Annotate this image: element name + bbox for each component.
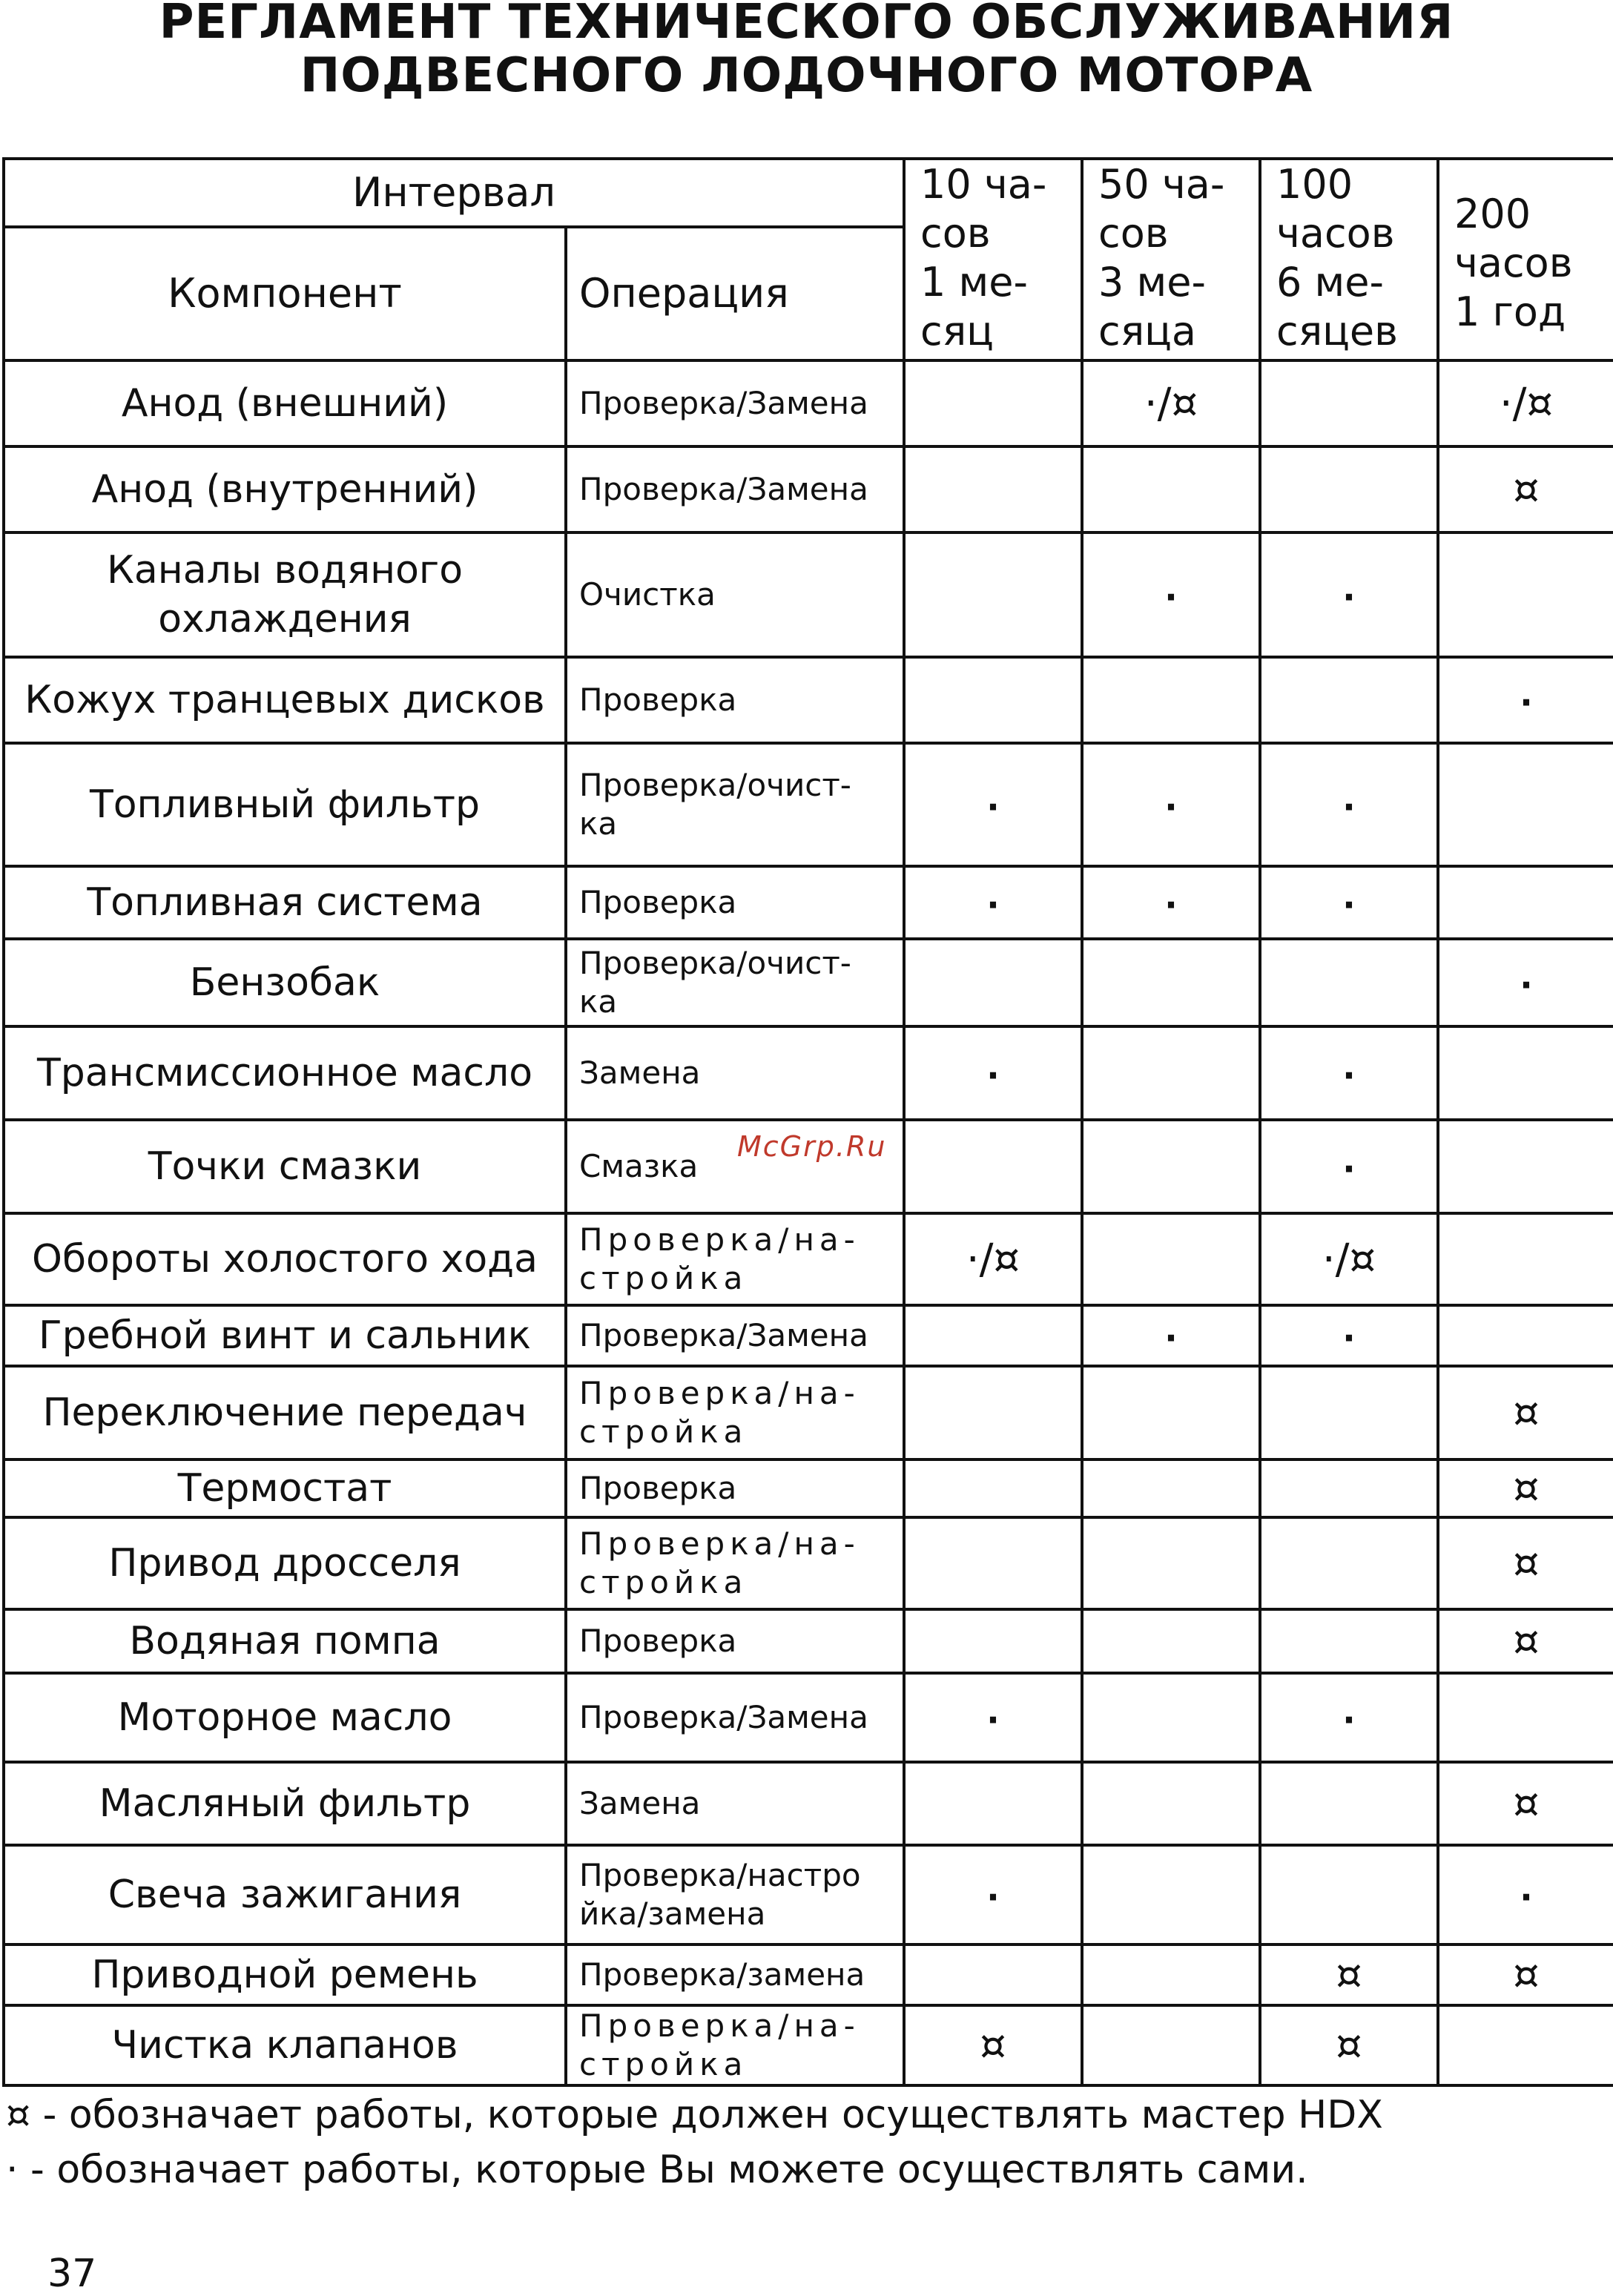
table-row	[4, 1213, 1613, 1305]
interval-mark-cell	[1082, 657, 1260, 743]
operation-text: Смазка	[579, 1148, 699, 1184]
component-text: Приводной ремень	[91, 1953, 478, 1997]
interval-mark-cell	[1438, 1120, 1613, 1213]
table-row	[4, 1459, 1613, 1517]
period-header-line: 1 ме-	[920, 259, 1028, 306]
operation-cell	[566, 446, 904, 532]
interval-mark-cell	[1260, 2005, 1438, 2085]
operation-text: стройка	[579, 1260, 748, 1296]
component-text: Гребной винт и сальник	[38, 1313, 532, 1358]
period-header-line: сяцев	[1276, 308, 1398, 354]
component-cell	[4, 657, 566, 743]
period-header-line: 200	[1454, 191, 1531, 237]
master-service-mark: ¤	[1513, 1779, 1540, 1828]
table-row	[4, 1609, 1613, 1673]
component-cell	[4, 939, 566, 1026]
component-cell	[4, 446, 566, 532]
period-header-line: 1 год	[1454, 288, 1566, 335]
operation-cell	[566, 1459, 904, 1517]
interval-mark-cell	[1260, 1213, 1438, 1305]
operation-cell	[566, 657, 904, 743]
self-service-mark: ·	[1520, 1876, 1533, 1917]
component-cell	[4, 1762, 566, 1845]
document-title-line-1: РЕГЛАМЕНТ ТЕХНИЧЕСКОГО ОБСЛУЖИВАНИЯ	[159, 0, 1454, 50]
interval-mark-cell	[1082, 1305, 1260, 1366]
component-cell	[4, 1026, 566, 1120]
self-service-mark: ·	[1342, 1317, 1356, 1358]
interval-mark-cell	[1260, 866, 1438, 939]
table-row	[4, 1305, 1613, 1366]
interval-header: Интервал	[4, 159, 904, 227]
interval-mark-cell	[1260, 657, 1438, 743]
interval-mark-cell	[1082, 1120, 1260, 1213]
table-row	[4, 532, 1613, 657]
component-text: Привод дросселя	[108, 1541, 461, 1586]
interval-mark-cell	[1438, 657, 1613, 743]
component-text: Анод (внешний)	[121, 381, 449, 426]
self-service-mark: ·	[1164, 786, 1178, 827]
component-cell	[4, 360, 566, 446]
interval-mark-cell	[1438, 1673, 1613, 1762]
period-header-line: 100	[1276, 161, 1353, 208]
interval-mark-cell	[1438, 2005, 1613, 2085]
interval-mark-cell	[1438, 866, 1613, 939]
combined-service-mark: ·/¤	[1499, 379, 1554, 428]
watermark: McGrp.Ru	[737, 1130, 887, 1163]
operation-cell	[566, 1026, 904, 1120]
combined-service-mark: ·/¤	[1144, 379, 1198, 428]
interval-mark-cell	[904, 939, 1082, 1026]
interval-mark-cell	[1082, 1673, 1260, 1762]
table-row	[4, 2005, 1613, 2085]
interval-mark-cell	[1260, 1609, 1438, 1673]
operation-cell	[566, 1305, 904, 1366]
component-text: Трансмиссионное масло	[36, 1051, 533, 1095]
table-row	[4, 446, 1613, 532]
interval-mark-cell	[1438, 939, 1613, 1026]
interval-mark-cell	[904, 360, 1082, 446]
component-text: Каналы водяного	[106, 548, 464, 593]
period-header-line: 50 ча-	[1098, 161, 1225, 208]
table-row	[4, 1366, 1613, 1459]
interval-mark-cell	[904, 866, 1082, 939]
component-cell	[4, 1366, 566, 1459]
interval-mark-cell	[1260, 446, 1438, 532]
interval-mark-cell	[1082, 2005, 1260, 2085]
master-service-mark: ¤	[1336, 2021, 1362, 2070]
self-service-mark: ·	[986, 1876, 1000, 1917]
master-service-mark: ¤	[1513, 465, 1540, 514]
component-text: Водяная помпа	[129, 1619, 441, 1663]
interval-mark-cell	[1082, 1517, 1260, 1609]
interval-mark-cell	[1082, 939, 1260, 1026]
component-text: Термостат	[177, 1466, 392, 1511]
period-header-line: 10 ча-	[920, 161, 1047, 208]
combined-service-mark: ·/¤	[1322, 1235, 1376, 1284]
self-service-mark: ·	[986, 1055, 1000, 1095]
interval-mark-cell	[1260, 1845, 1438, 1944]
self-service-mark: ·	[1520, 682, 1533, 722]
component-text: Анод (внутренний)	[91, 467, 478, 512]
operation-cell	[566, 1609, 904, 1673]
component-cell	[4, 1120, 566, 1213]
master-service-mark: ¤	[980, 2021, 1006, 2070]
table-row	[4, 1762, 1613, 1845]
master-service-mark: ¤	[1513, 1539, 1540, 1588]
master-service-mark: ¤	[1513, 1464, 1540, 1513]
self-service-mark: ·	[986, 884, 1000, 925]
component-text: Переключение передач	[42, 1391, 527, 1435]
operation-text: Проверка/очист-	[579, 945, 851, 981]
operation-text: Проверка/на-	[579, 1221, 860, 1258]
operation-cell	[566, 1944, 904, 2005]
interval-mark-cell	[1438, 1366, 1613, 1459]
component-cell	[4, 1517, 566, 1609]
component-header: Компонент	[4, 227, 566, 360]
legend-self: · - обозначает работы, которые Вы можете осуществлять сами.	[6, 2148, 1308, 2192]
period-header-line: 6 ме-	[1276, 259, 1384, 306]
interval-mark-cell	[904, 1213, 1082, 1305]
self-service-mark: ·	[986, 1699, 1000, 1740]
interval-mark-cell	[1438, 1213, 1613, 1305]
master-service-mark: ¤	[1513, 1617, 1540, 1666]
interval-mark-cell	[1082, 1762, 1260, 1845]
period-header-200h	[1438, 159, 1613, 360]
table-row	[4, 657, 1613, 743]
component-text: Чистка клапанов	[111, 2023, 458, 2068]
interval-mark-cell	[1438, 1517, 1613, 1609]
interval-mark-cell	[904, 1609, 1082, 1673]
component-cell	[4, 1459, 566, 1517]
component-cell	[4, 1673, 566, 1762]
operation-cell	[566, 1213, 904, 1305]
maintenance-schedule-table	[2, 157, 1613, 2087]
page-number: 37	[47, 2252, 97, 2296]
interval-mark-cell	[904, 743, 1082, 866]
component-cell	[4, 743, 566, 866]
operation-text: Проверка/очист-	[579, 767, 851, 803]
interval-mark-cell	[1082, 1609, 1260, 1673]
self-service-mark: ·	[1342, 576, 1356, 617]
operation-text: Проверка/Замена	[579, 1317, 868, 1353]
operation-text: Проверка/Замена	[579, 1699, 868, 1735]
self-service-mark: ·	[1342, 1148, 1356, 1189]
period-header-10h	[904, 159, 1082, 360]
operation-text: Замена	[579, 1785, 701, 1821]
self-service-mark: ·	[1520, 964, 1533, 1005]
operation-cell	[566, 360, 904, 446]
component-cell	[4, 1845, 566, 1944]
interval-mark-cell	[904, 1673, 1082, 1762]
table-row	[4, 1517, 1613, 1609]
operation-cell	[566, 1762, 904, 1845]
operation-text: Проверка/на-	[579, 2008, 860, 2044]
component-cell	[4, 2005, 566, 2085]
combined-service-mark: ·/¤	[966, 1235, 1020, 1284]
interval-mark-cell	[1260, 532, 1438, 657]
interval-mark-cell	[1082, 1944, 1260, 2005]
interval-mark-cell	[1260, 939, 1438, 1026]
period-header-line: часов	[1276, 210, 1395, 257]
interval-mark-cell	[1082, 446, 1260, 532]
interval-mark-cell	[1438, 1305, 1613, 1366]
operation-text: Проверка/Замена	[579, 385, 868, 421]
operation-cell	[566, 866, 904, 939]
interval-mark-cell	[1082, 743, 1260, 866]
interval-mark-cell	[904, 1517, 1082, 1609]
operation-text: стройка	[579, 1564, 748, 1600]
interval-mark-cell	[904, 1944, 1082, 2005]
interval-mark-cell	[904, 657, 1082, 743]
interval-mark-cell	[1438, 1944, 1613, 2005]
self-service-mark: ·	[1164, 576, 1178, 617]
operation-text: Проверка	[579, 1623, 737, 1659]
legend-master: ¤ - обозначает работы, которые должен осуществлять мастер HDX	[6, 2093, 1383, 2137]
interval-mark-cell	[1082, 1213, 1260, 1305]
interval-mark-cell	[904, 1120, 1082, 1213]
table-row	[4, 939, 1613, 1026]
table-row	[4, 360, 1613, 446]
interval-mark-cell	[1260, 1026, 1438, 1120]
interval-mark-cell	[904, 1305, 1082, 1366]
operation-text: Проверка/на-	[579, 1375, 860, 1411]
interval-mark-cell	[1260, 1944, 1438, 2005]
period-header-line: сов	[920, 210, 991, 257]
operation-text: ка	[579, 983, 618, 1020]
operation-text: Проверка/замена	[579, 1956, 865, 1993]
operation-cell	[566, 1517, 904, 1609]
component-text: Точки смазки	[148, 1144, 422, 1189]
interval-mark-cell	[1438, 1845, 1613, 1944]
component-text: Обороты холостого хода	[32, 1237, 538, 1281]
interval-mark-cell	[1260, 1305, 1438, 1366]
period-header-line: 3 ме-	[1098, 259, 1206, 306]
self-service-mark: ·	[1342, 1055, 1356, 1095]
component-text: Топливная система	[87, 880, 483, 925]
interval-mark-cell	[904, 2005, 1082, 2085]
operation-header: Операция	[566, 227, 904, 360]
self-service-mark: ·	[986, 786, 1000, 827]
header-row-interval	[4, 159, 1613, 227]
interval-mark-cell	[1082, 1459, 1260, 1517]
component-cell	[4, 866, 566, 939]
operation-text: Замена	[579, 1055, 701, 1091]
interval-mark-cell	[904, 1459, 1082, 1517]
interval-mark-cell	[1438, 1026, 1613, 1120]
operation-cell	[566, 532, 904, 657]
interval-mark-cell	[904, 1762, 1082, 1845]
interval-mark-cell	[1082, 360, 1260, 446]
component-text: Топливный фильтр	[89, 782, 481, 827]
period-header-line: сяц	[920, 308, 994, 354]
interval-mark-cell	[904, 446, 1082, 532]
period-header-line: часов	[1454, 240, 1573, 286]
self-service-mark: ·	[1164, 1317, 1178, 1358]
interval-mark-cell	[1438, 1762, 1613, 1845]
interval-mark-cell	[904, 532, 1082, 657]
component-cell	[4, 532, 566, 657]
interval-mark-cell	[1438, 1459, 1613, 1517]
component-text: Масляный фильтр	[99, 1781, 471, 1826]
interval-mark-cell	[904, 1366, 1082, 1459]
table-row	[4, 743, 1613, 866]
master-service-mark: ¤	[1513, 1950, 1540, 1999]
interval-mark-cell	[1082, 1366, 1260, 1459]
table-row	[4, 1944, 1613, 2005]
self-service-mark: ·	[1342, 786, 1356, 827]
self-service-mark: ·	[1342, 884, 1356, 925]
interval-mark-cell	[1438, 532, 1613, 657]
component-text: Кожух транцевых дисков	[24, 678, 545, 722]
interval-mark-cell	[1082, 1845, 1260, 1944]
period-header-line: сяца	[1098, 308, 1197, 354]
component-text: Моторное масло	[117, 1695, 452, 1740]
operation-cell	[566, 743, 904, 866]
interval-mark-cell	[1260, 1673, 1438, 1762]
operation-text: Проверка	[579, 1470, 737, 1506]
operation-text: Проверка/настро	[579, 1857, 861, 1893]
component-cell	[4, 1609, 566, 1673]
operation-text: Проверка/на-	[579, 1525, 860, 1562]
interval-mark-cell	[1260, 1366, 1438, 1459]
component-text: охлаждения	[158, 597, 412, 641]
interval-mark-cell	[1438, 360, 1613, 446]
component-cell	[4, 1213, 566, 1305]
operation-text: Очистка	[579, 576, 716, 613]
interval-mark-cell	[1082, 1026, 1260, 1120]
table-row	[4, 866, 1613, 939]
table-row	[4, 1845, 1613, 1944]
operation-cell	[566, 1845, 904, 1944]
period-header-line: сов	[1098, 210, 1169, 257]
interval-mark-cell	[1260, 360, 1438, 446]
interval-mark-cell	[1438, 446, 1613, 532]
operation-text: Проверка	[579, 884, 737, 920]
operation-text: стройка	[579, 2046, 748, 2082]
document-title-line-2: ПОДВЕСНОГО ЛОДОЧНОГО МОТОРА	[300, 48, 1313, 103]
interval-mark-cell	[1438, 743, 1613, 866]
component-cell	[4, 1944, 566, 2005]
operation-text: Проверка	[579, 682, 737, 718]
operation-cell	[566, 1673, 904, 1762]
interval-mark-cell	[904, 1845, 1082, 1944]
interval-mark-cell	[1260, 743, 1438, 866]
operation-text: йка/замена	[579, 1896, 766, 1932]
table-row	[4, 1673, 1613, 1762]
interval-mark-cell	[904, 1026, 1082, 1120]
operation-cell	[566, 939, 904, 1026]
interval-mark-cell	[1260, 1517, 1438, 1609]
operation-text: ка	[579, 805, 618, 842]
operation-text: Проверка/Замена	[579, 471, 868, 507]
component-text: Свеча зажигания	[108, 1873, 462, 1917]
interval-mark-cell	[1260, 1762, 1438, 1845]
interval-mark-cell	[1260, 1120, 1438, 1213]
interval-mark-cell	[1082, 532, 1260, 657]
interval-mark-cell	[1438, 1609, 1613, 1673]
self-service-mark: ·	[1342, 1699, 1356, 1740]
master-service-mark: ¤	[1336, 1950, 1362, 1999]
interval-mark-cell	[1082, 866, 1260, 939]
interval-mark-cell	[1260, 1459, 1438, 1517]
component-text: Бензобак	[189, 960, 380, 1005]
master-service-mark: ¤	[1513, 1388, 1540, 1437]
operation-cell	[566, 1366, 904, 1459]
period-header-50h	[1082, 159, 1260, 360]
self-service-mark: ·	[1164, 884, 1178, 925]
table-row	[4, 1026, 1613, 1120]
component-cell	[4, 1305, 566, 1366]
period-header-100h	[1260, 159, 1438, 360]
operation-text: стройка	[579, 1413, 748, 1450]
operation-cell	[566, 2005, 904, 2085]
